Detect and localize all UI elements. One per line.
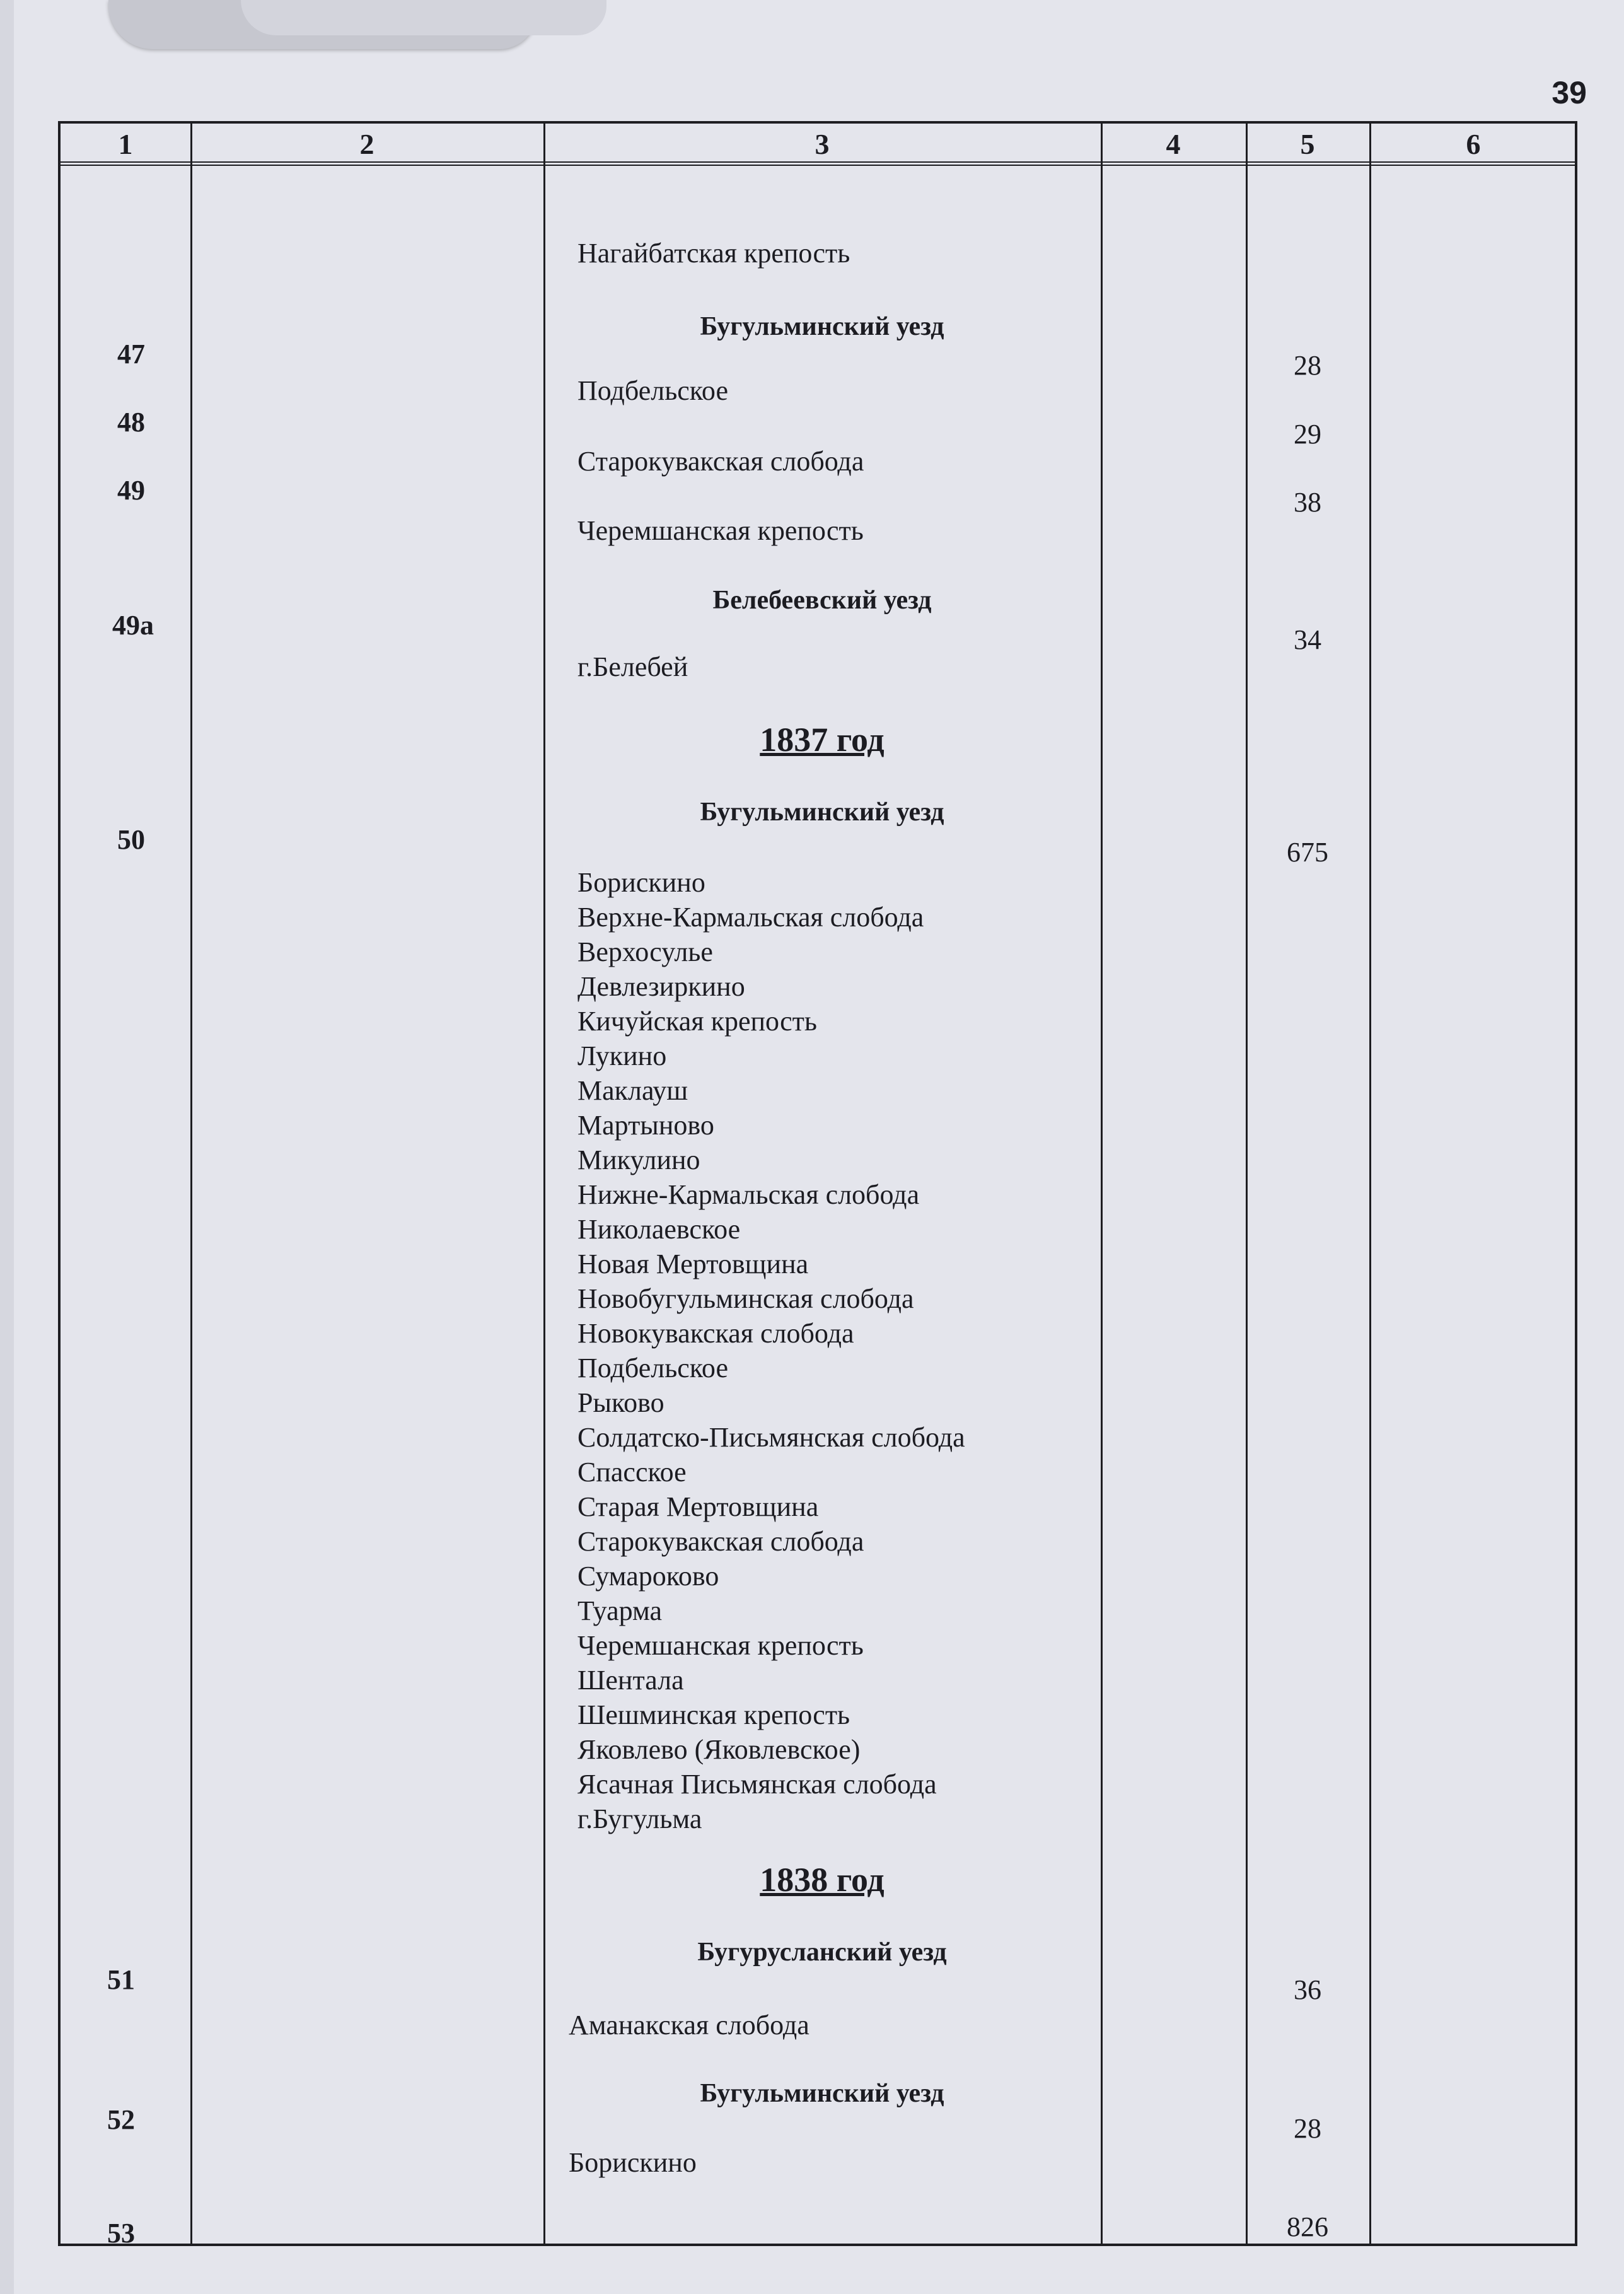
place-name: Новая Мертовщина bbox=[577, 1249, 809, 1279]
column-header-1: 1 bbox=[118, 128, 133, 160]
place-name: Подбельское bbox=[577, 1353, 728, 1383]
place-name: Новобугульминская слобода bbox=[577, 1283, 914, 1314]
place-name: Маклауш bbox=[577, 1075, 688, 1106]
column-header-4: 4 bbox=[1166, 128, 1181, 160]
place-name: Нижне-Кармальская слобода bbox=[577, 1179, 920, 1210]
place-name: Старая Мертовщина bbox=[577, 1491, 819, 1522]
place-name: Черемшанская крепость bbox=[577, 515, 864, 546]
place-name: Борискино bbox=[569, 2147, 697, 2178]
column-divider bbox=[190, 124, 192, 2244]
page-number: 39 bbox=[1552, 75, 1587, 110]
place-name: Верхосулье bbox=[577, 936, 713, 967]
place-name: Рыково bbox=[577, 1387, 664, 1418]
place-name: Аманакская слобода bbox=[569, 2010, 809, 2041]
value-cell: 826 bbox=[1287, 2211, 1328, 2242]
row-number: 47 bbox=[117, 339, 145, 370]
column-header-3: 3 bbox=[815, 128, 830, 160]
place-name: Кичуйская крепость bbox=[577, 1006, 817, 1037]
row-number: 51 bbox=[107, 1964, 135, 1995]
place-name: Старокувакская слобода bbox=[577, 446, 864, 477]
place-name: Лукино bbox=[577, 1040, 667, 1071]
place-name: Девлезиркино bbox=[577, 971, 745, 1002]
column-header-6: 6 bbox=[1466, 128, 1481, 160]
value-cell: 36 bbox=[1294, 1974, 1321, 2005]
place-name: г.Бугульма bbox=[577, 1803, 702, 1834]
place-name: Туарма bbox=[577, 1595, 663, 1626]
place-name: Спасское bbox=[577, 1457, 687, 1488]
column-header-5: 5 bbox=[1300, 128, 1315, 160]
place-name: г.Белебей bbox=[577, 651, 688, 682]
column-header-2: 2 bbox=[359, 128, 374, 160]
year-heading: 1838 год bbox=[760, 1861, 884, 1899]
value-cell: 28 bbox=[1294, 350, 1321, 381]
district-heading: Бугурусланский уезд bbox=[697, 1938, 947, 1967]
place-name: Шентала bbox=[577, 1665, 684, 1696]
document-page bbox=[14, 0, 1624, 2294]
place-name: Подбельское bbox=[577, 375, 728, 406]
place-name: Нагайбатская крепость bbox=[577, 238, 850, 269]
value-cell: 34 bbox=[1294, 624, 1321, 655]
district-heading: Бугульминский уезд bbox=[700, 798, 944, 827]
value-cell: 38 bbox=[1294, 487, 1321, 518]
row-number: 49а bbox=[112, 610, 154, 641]
column-divider bbox=[543, 124, 545, 2244]
place-name: Солдатско-Письмянская слобода bbox=[577, 1422, 965, 1453]
year-heading: 1837 год bbox=[760, 721, 884, 759]
header-separator bbox=[61, 161, 1575, 166]
row-number: 52 bbox=[107, 2104, 135, 2135]
place-name: Яковлево (Яковлевское) bbox=[577, 1734, 861, 1765]
place-name: Николаевское bbox=[577, 1214, 741, 1245]
place-name: Черемшанская крепость bbox=[577, 1630, 864, 1661]
place-name: Борискино bbox=[577, 867, 705, 898]
value-cell: 28 bbox=[1294, 2113, 1321, 2144]
district-heading: Бугульминский уезд bbox=[700, 312, 944, 341]
binder-tab bbox=[108, 0, 537, 49]
place-name: Новокувакская слобода bbox=[577, 1318, 854, 1349]
row-number: 50 bbox=[117, 824, 145, 855]
place-name: Мартыново bbox=[577, 1110, 714, 1141]
place-name: Шешминская крепость bbox=[577, 1699, 850, 1730]
value-cell: 29 bbox=[1294, 419, 1321, 450]
value-cell: 675 bbox=[1287, 837, 1328, 868]
place-name: Старокувакская слобода bbox=[577, 1526, 864, 1557]
place-name: Сумароково bbox=[577, 1561, 719, 1592]
register-table bbox=[58, 121, 1577, 2249]
column-divider bbox=[1101, 124, 1103, 2244]
column-divider bbox=[1369, 124, 1371, 2244]
place-name: Ясачная Письмянская слобода bbox=[577, 1769, 937, 1800]
row-number: 49 bbox=[117, 475, 145, 506]
place-name: Верхне-Кармальская слобода bbox=[577, 902, 924, 933]
place-name: Микулино bbox=[577, 1144, 700, 1175]
district-heading: Белебеевский уезд bbox=[712, 586, 932, 615]
row-number: 48 bbox=[117, 407, 145, 438]
row-number: 53 bbox=[107, 2218, 135, 2249]
district-heading: Бугульминский уезд bbox=[700, 2079, 944, 2108]
